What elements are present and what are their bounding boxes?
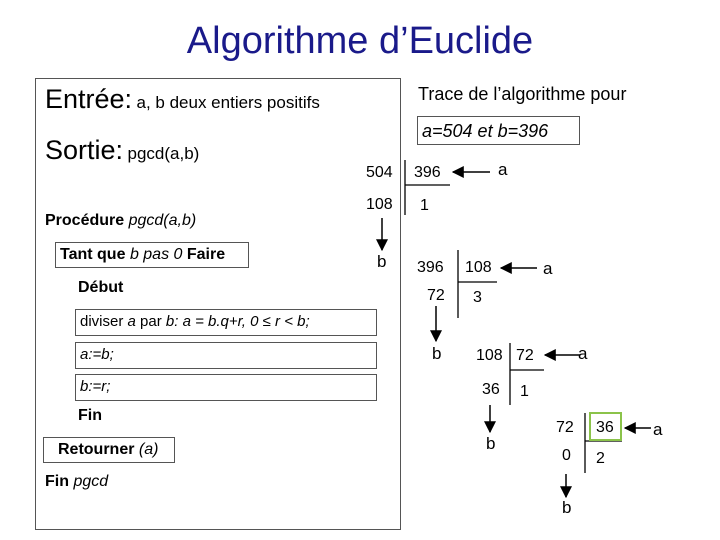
arrow-a-3-label: a xyxy=(578,344,588,363)
divide-b: b xyxy=(165,313,175,330)
step1-q: 1 xyxy=(420,197,429,214)
arrow-b-4-label: b xyxy=(562,498,572,517)
arrow-b-2-label: b xyxy=(432,344,442,363)
step1-r: 108 xyxy=(366,196,393,213)
procedure-keyword: Procédure xyxy=(45,212,125,229)
step3-a: 108 xyxy=(476,347,503,364)
assign-a-box: a:=b; xyxy=(75,342,377,369)
debut-label: Début xyxy=(78,279,124,296)
arrow-b-1-label: b xyxy=(377,252,387,271)
while-keyword: Tant que xyxy=(60,246,126,263)
sortie-label: Sortie: xyxy=(45,135,124,165)
step3-b: 72 xyxy=(516,347,534,364)
arrow-a-1-label: a xyxy=(498,160,508,179)
step1-a: 504 xyxy=(366,164,393,181)
trace-title: Trace de l’algorithme pour xyxy=(418,84,627,104)
step1-b: 396 xyxy=(414,164,441,181)
step4-q: 2 xyxy=(596,450,605,467)
divide-formula: : a = b.q+r, 0 ≤ r < b; xyxy=(174,313,310,330)
arrow-a-2-label: a xyxy=(543,259,553,278)
entree-label: Entrée: xyxy=(45,84,133,114)
step4-b: 36 xyxy=(596,419,614,436)
step3-r: 36 xyxy=(482,381,500,398)
step2-b: 108 xyxy=(465,259,492,276)
sortie-text: pgcd(a,b) xyxy=(127,144,200,163)
step2-a: 396 xyxy=(417,259,444,276)
step2-q: 3 xyxy=(473,289,482,306)
step4-a: 72 xyxy=(556,419,574,436)
step2-r: 72 xyxy=(427,287,445,304)
divide-word: diviser xyxy=(80,313,124,330)
trace-params-box: a=504 et b=396 xyxy=(417,116,580,145)
arrow-a-4-label: a xyxy=(653,420,663,439)
while-faire: Faire xyxy=(186,246,226,263)
fin-pgcd-name: pgcd xyxy=(73,473,109,490)
fin-label: Fin xyxy=(78,407,102,424)
return-arg: (a) xyxy=(138,441,159,458)
entree-text: a, b deux entiers positifs xyxy=(136,93,320,112)
divide-a: a xyxy=(127,313,136,330)
fin-pgcd-keyword: Fin xyxy=(45,473,69,490)
while-condition: b pas 0 xyxy=(129,246,183,263)
divide-par: par xyxy=(140,313,162,330)
procedure-name: pgcd(a,b) xyxy=(128,212,197,229)
assign-b-box: b:=r; xyxy=(75,374,377,401)
step3-q: 1 xyxy=(520,383,529,400)
arrow-b-3-label: b xyxy=(486,434,496,453)
page-title: Algorithme d’Euclide xyxy=(186,20,534,62)
return-keyword: Retourner xyxy=(58,441,135,458)
step4-r: 0 xyxy=(562,447,571,464)
